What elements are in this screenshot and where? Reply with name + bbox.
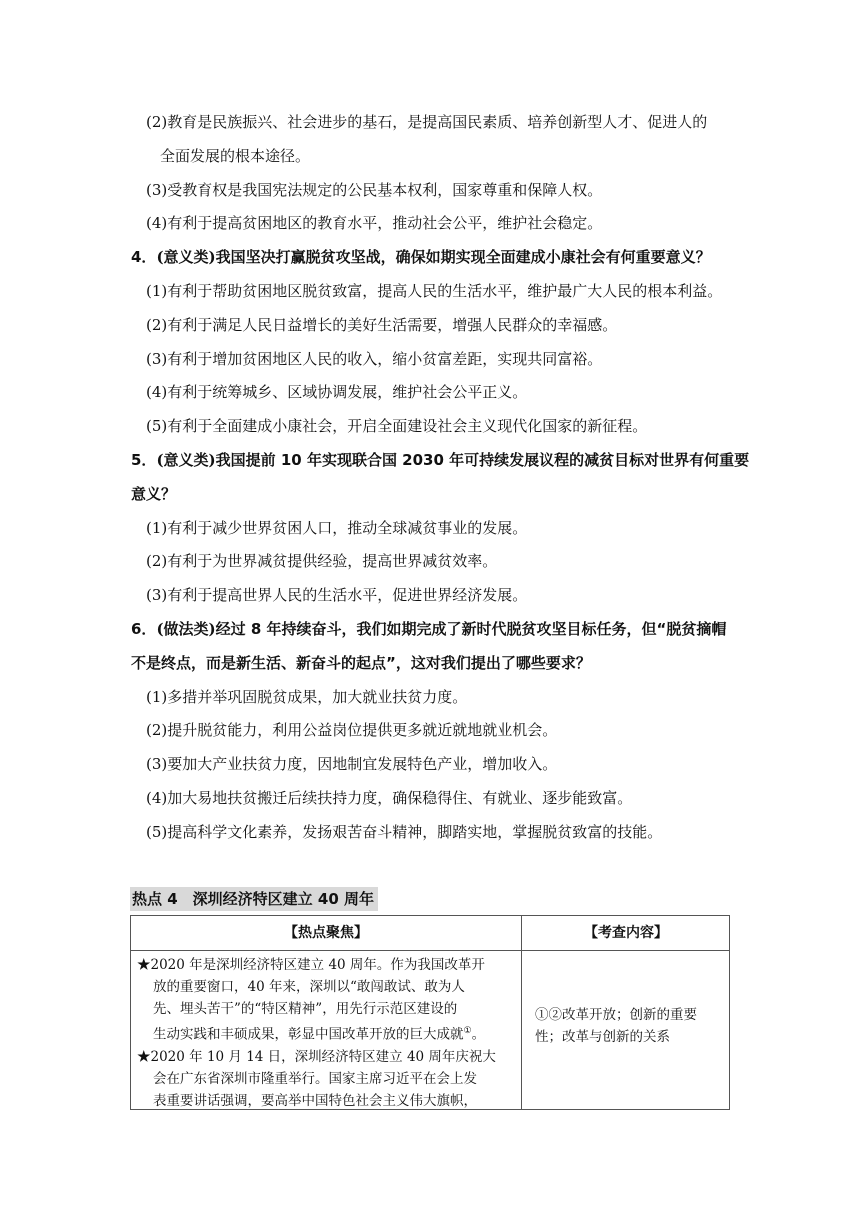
table-divider [131,950,729,951]
sentence-end: 。 [471,1026,486,1043]
question-text: 我国提前 10 年实现联合国 2030 年可持续发展议程的减贫目标对世界有何重要 [215,451,750,469]
focus-cell [137,954,517,1112]
content-cell [535,1004,725,1048]
content-line: ①②改革开放；创新的重要 [535,1007,697,1023]
answer-line: (2)有利于为世界减贫提供经验，提高世界减贫效率。 [146,552,498,570]
answer-line-continued: 全面发展的根本途径。 [160,147,311,165]
focus-line: 先、埋头苦干”的“特区精神”，用先行示范区建设的 [153,1001,458,1017]
focus-line: ★2020 年是深圳经济特区建立 40 周年。作为我国改革开 [137,957,485,973]
question-tag: (意义类) [156,248,216,266]
answer-line: (2)教育是民族振兴、社会进步的基石，是提高国民素质、培养创新型人才、促进人的 [146,113,708,131]
answer-line: (2)提升脱贫能力，利用公益岗位提供更多就近就地就业机会。 [146,721,558,739]
table-header-content: 【考查内容】 [584,925,668,941]
question-text: 经过 8 年持续奋斗，我们如期完成了新时代脱贫攻坚目标任务，但“脱贫摘帽 [215,620,727,638]
focus-line: ★2020 年 10 月 14 日，深圳经济特区建立 40 周年庆祝大 [137,1048,496,1065]
question-6 [131,619,726,639]
question-6-continued: 不是终点，而是新生活、新奋斗的起点”，这对我们提出了哪些要求？ [131,654,591,672]
question-4 [131,247,711,267]
answer-line: (3)要加大产业扶贫力度，因地制宜发展特色产业，增加收入。 [146,755,558,773]
question-text: 我国坚决打赢脱贫攻坚战，确保如期实现全面建成小康社会有何重要意义？ [215,248,711,266]
focus-line: 表重要讲话强调，要高举中国特色社会主义伟大旗帜， [153,1092,477,1109]
question-number: 5． [131,451,157,469]
focus-line-text: 生动实践和丰硕成果，彰显中国改革开放的巨大成就 [153,1026,464,1043]
answer-line: (5)提高科学文化素养，发扬艰苦奋斗精神，脚踏实地，掌握脱贫致富的技能。 [146,823,663,841]
focus-line: 会在广东省深圳市隆重举行。国家主席习近平在会上发 [153,1070,477,1087]
footnote-mark: ① [463,1026,472,1036]
question-5-continued: 意义？ [131,485,177,503]
content-line: 性；改革与创新的关系 [535,1029,670,1045]
answer-line: (2)有利于满足人民日益增长的美好生活需要，增强人民群众的幸福感。 [146,316,618,334]
answer-line: (3)有利于提高世界人民的生活水平，促进世界经济发展。 [146,586,528,604]
answer-line: (3)受教育权是我国宪法规定的公民基本权利，国家尊重和保障人权。 [146,181,603,199]
table-header-focus: 【热点聚焦】 [284,925,368,941]
hotspot-table [130,915,730,1110]
answer-line: (4)加大易地扶贫搬迁后续扶持力度，确保稳得住、有就业、逐步能致富。 [146,789,633,807]
question-tag: (意义类) [156,451,216,469]
question-number: 6． [131,620,157,638]
answer-line: (1)多措并举巩固脱贫成果，加大就业扶贫力度。 [146,688,468,706]
answer-line: (1)有利于减少世界贫困人口，推动全球减贫事业的发展。 [146,519,528,537]
hotspot-title: 热点 4 深圳经济特区建立 40 周年 [130,887,378,911]
answer-line: (4)有利于提高贫困地区的教育水平，推动社会公平，维护社会稳定。 [146,214,603,232]
answer-line: (3)有利于增加贫困地区人民的收入，缩小贫富差距，实现共同富裕。 [146,350,603,368]
answer-line: (1)有利于帮助贫困地区脱贫致富，提高人民的生活水平，维护最广大人民的根本利益。 [146,282,723,300]
question-5 [131,450,749,470]
focus-line: 放的重要窗口，40 年来，深圳以“敢闯敢试、敢为人 [153,979,465,995]
focus-line [137,1020,517,1046]
answer-line: (4)有利于统筹城乡、区域协调发展，维护社会公平正义。 [146,383,528,401]
answer-line: (5)有利于全面建成小康社会，开启全面建设社会主义现代化国家的新征程。 [146,417,648,435]
question-number: 4． [131,248,157,266]
question-tag: (做法类) [156,620,216,638]
